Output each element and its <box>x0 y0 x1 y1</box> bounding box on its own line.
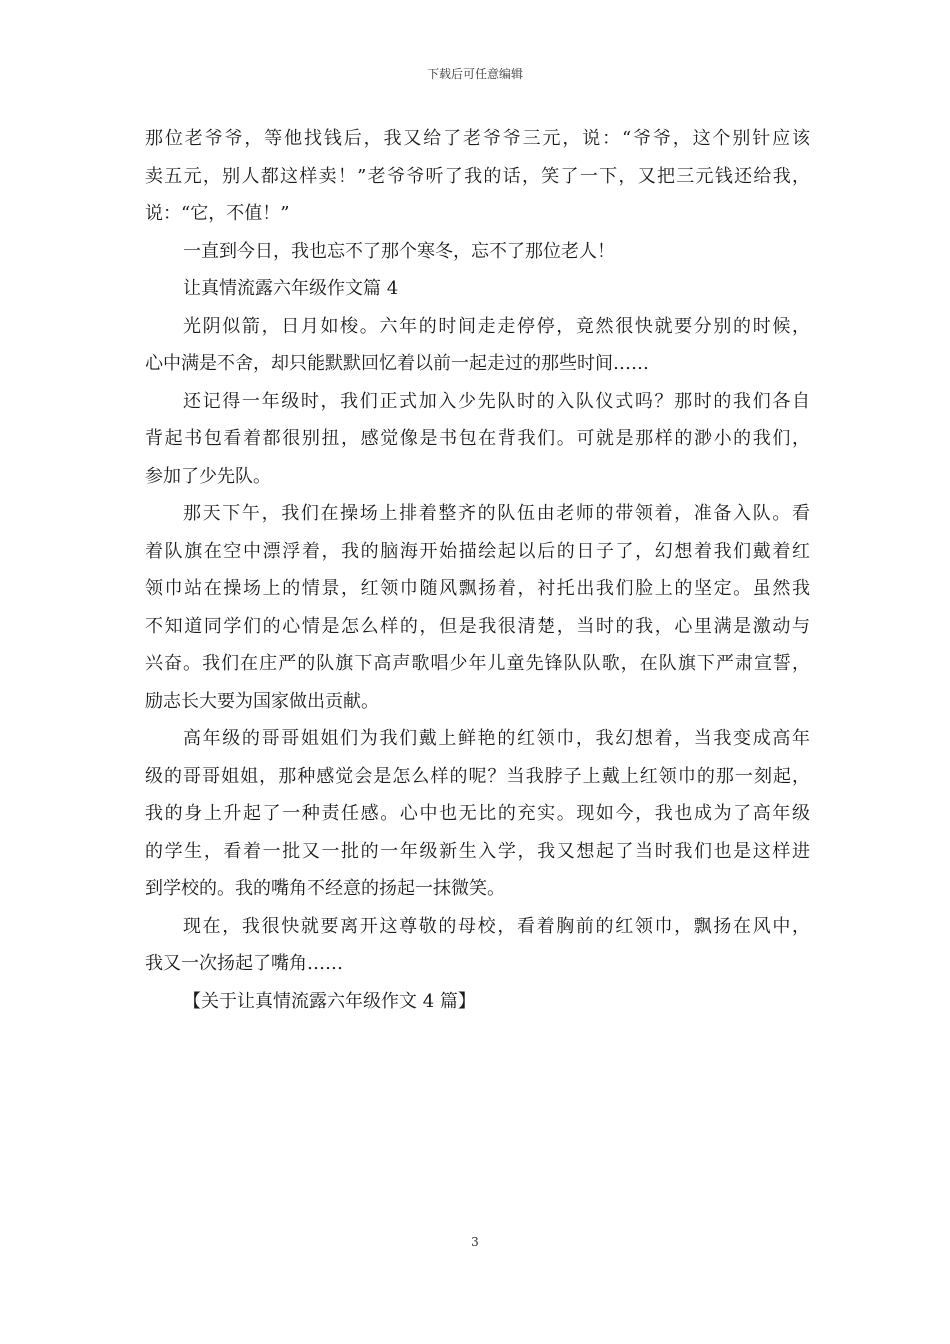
paragraph-line: 我的身上升起了一种责任感。心中也无比的充实。现如今，我也成为了高年级 <box>145 803 810 824</box>
paragraph-line: 心中满是不舍，却只能默默回忆着以前一起走过的那些时间…… <box>145 353 649 374</box>
paragraph-line: 一直到今日，我也忘不了那个寒冬，忘不了那位老人！ <box>183 240 615 262</box>
paragraph-line: 兴奋。我们在庄严的队旗下高声歌唱少年儿童先锋队队歌，在队旗下严肃宣誓， <box>145 653 810 674</box>
paragraph-line: 领巾站在操场上的情景，红领巾随风飘扬着，衬托出我们脸上的坚定。虽然我 <box>145 578 810 599</box>
paragraph-line: 我又一次扬起了嘴角…… <box>145 953 343 974</box>
paragraph-line: 背起书包看着都很别扭，感觉像是书包在背我们。可就是那样的渺小的我们， <box>145 428 810 449</box>
paragraph-line: 着队旗在空中漂浮着，我的脑海开始描绘起以后的日子了，幻想着我们戴着红 <box>145 540 810 562</box>
related-title: 【关于让真情流露六年级作文 4 篇】 <box>183 990 476 1012</box>
paragraph-line: 还记得一年级时，我们正式加入少先队时的入队仪式吗？那时的我们各自 <box>183 390 810 412</box>
paragraph-line: 的学生，看着一批又一批的一年级新生入学，我又想起了当时我们也是这样进 <box>145 840 810 862</box>
paragraph-line: 到学校的。我的嘴角不经意的扬起一抹微笑。 <box>145 878 505 899</box>
paragraph-line: 卖五元，别人都这样卖！”老爷爷听了我的话，笑了一下，又把三元钱还给我， <box>145 165 810 187</box>
paragraph-line: 级的哥哥姐姐，那种感觉会是怎么样的呢？当我脖子上戴上红领巾的那一刻起， <box>145 765 810 787</box>
paragraph-line: 励志长大要为国家做出贡献。 <box>145 690 379 712</box>
page-number: 3 <box>471 1235 479 1249</box>
paragraph-line: 那天下午，我们在操场上排着整齐的队伍由老师的带领着，准备入队。看 <box>183 503 810 524</box>
paragraph-line: 高年级的哥哥姐姐们为我们戴上鲜艳的红领巾，我幻想着，当我变成高年 <box>183 728 810 749</box>
paragraph-line: 那位老爷爷，等他找钱后，我又给了老爷爷三元，说：“爷爷，这个别针应该 <box>145 128 810 149</box>
paragraph-line: 现在，我很快就要离开这尊敬的母校，看着胸前的红领巾，飘扬在风中， <box>183 915 810 937</box>
paragraph-line: 说：“它，不值！” <box>145 203 290 224</box>
page-header: 下载后可任意编辑 <box>426 67 523 81</box>
section-heading: 让真情流露六年级作文篇 4 <box>183 278 399 299</box>
paragraph-line: 参加了少先队。 <box>145 465 271 487</box>
paragraph-line: 不知道同学们的心情是怎么样的，但是我很清楚，当时的我，心里满是激动与 <box>145 615 810 637</box>
paragraph-line: 光阴似箭，日月如梭。六年的时间走走停停，竟然很快就要分别的时候， <box>183 315 810 337</box>
document-body <box>145 120 810 1020</box>
